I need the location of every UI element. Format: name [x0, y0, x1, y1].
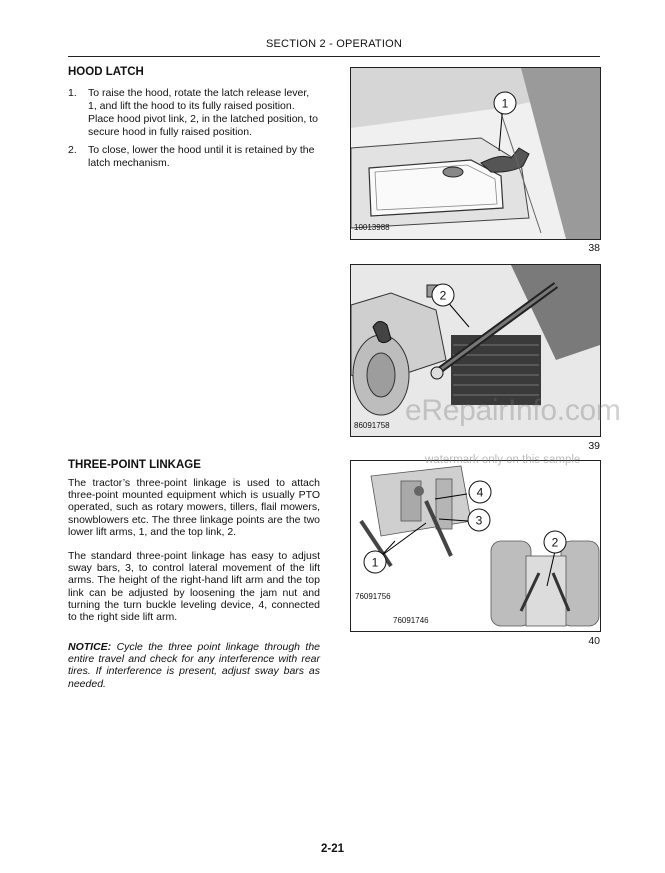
step-number: 1. — [68, 87, 77, 99]
notice-text: Cycle the three point linkage through the entire travel and check for any interference with rear tires. If interference is present, adjust sway bars as needed. — [68, 641, 320, 690]
hood-latch-heading: HOOD LATCH — [68, 66, 144, 78]
figure-code: 10013988 — [354, 223, 390, 232]
figure-code-left: 76091756 — [355, 592, 391, 601]
step-text: To close, lower the hood until it is retained by the latch mechanism. — [88, 144, 315, 169]
three-point-heading: THREE-POINT LINKAGE — [68, 459, 201, 471]
hood-latch-step-2 — [68, 144, 320, 170]
figure-code-right: 76091746 — [393, 616, 429, 625]
figure-39-hood-pivot-link — [350, 264, 601, 437]
section-header: SECTION 2 - OPERATION — [265, 38, 402, 50]
callout-1: 1 — [501, 96, 509, 111]
notice-paragraph — [68, 641, 320, 690]
figure-38-hood-latch — [350, 67, 601, 240]
notice-label: NOTICE: — [68, 641, 112, 653]
step-text: To raise the hood, rotate the latch release lever, 1, and lift the hood to its fully raised position. Place hood pivot link, 2, in the latched position, to secure hood in fully raised position. — [88, 87, 318, 138]
figure-40-three-point-linkage — [350, 460, 601, 632]
callout-4: 4 — [476, 485, 484, 500]
step-number: 2. — [68, 144, 77, 156]
watermark-sub: watermark only on this sample — [425, 454, 581, 466]
watermark-main: eRepairInfo.com — [405, 394, 621, 427]
figure-number-38: 38 — [588, 242, 600, 254]
figure-code: 86091758 — [354, 421, 390, 430]
three-point-paragraph-1: The tractor’s three-point linkage is used to attach three-point mounted equipment which is usually PTO operated, such as rotary mowers, tillers, flail mowers, snowblowers etc. The three linkage points are the two lower lift arms, 1, and the top link, 2. — [68, 477, 320, 538]
callout-2: 2 — [551, 535, 559, 550]
page-number: 2-21 — [320, 843, 345, 855]
callout-2: 2 — [439, 288, 447, 303]
hood-latch-step-1 — [68, 87, 320, 139]
figure-number-40: 40 — [588, 635, 600, 647]
figure-number-39: 39 — [588, 440, 600, 452]
header-rule — [68, 56, 600, 57]
three-point-paragraph-2: The standard three-point linkage has easy to adjust sway bars, 3, to control lateral movement of the lift arms. The height of the right-hand lift arm and the top link can be adjusted by loosening the jam nut and turning the turn buckle leveling device, 4, connected to the right side lift arm. — [68, 550, 320, 624]
callout-1: 1 — [371, 555, 379, 570]
callout-3: 3 — [475, 513, 483, 528]
